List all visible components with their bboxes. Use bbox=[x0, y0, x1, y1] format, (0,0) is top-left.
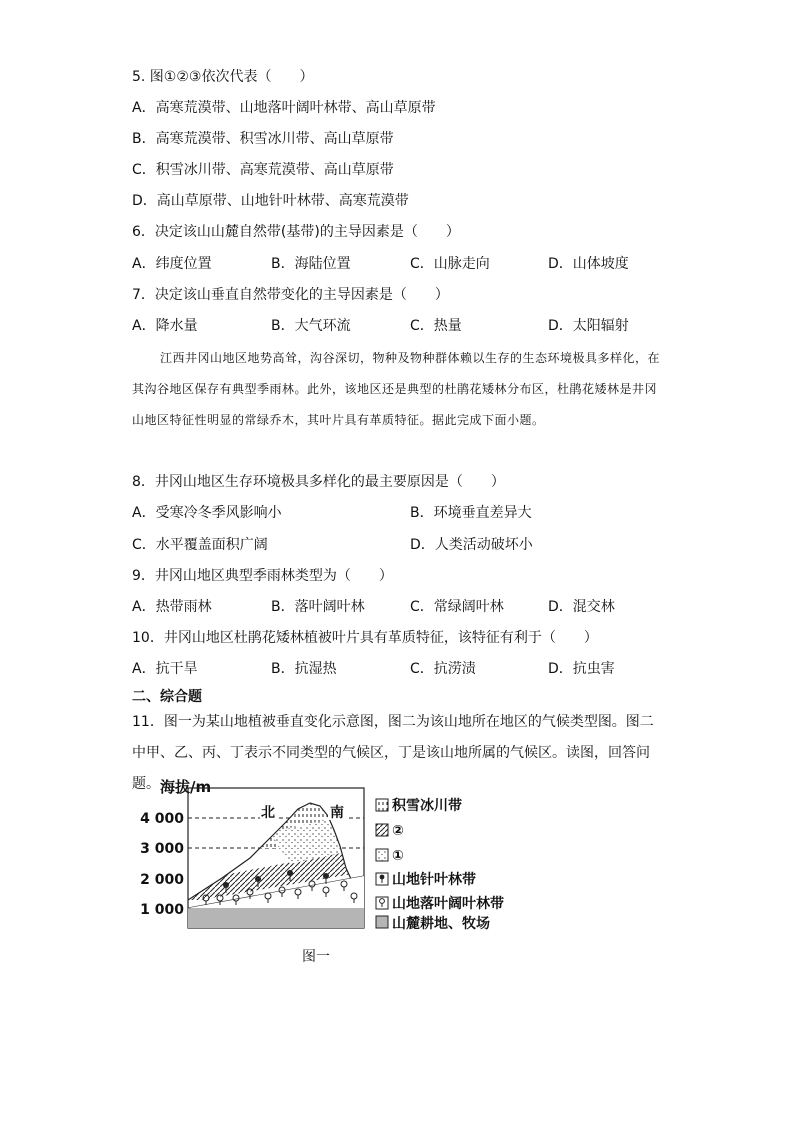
q10-option-b: B．抗湿热 bbox=[271, 661, 337, 677]
tick-label-3000: 3 000 bbox=[140, 841, 184, 857]
tick-label-2000: 2 000 bbox=[140, 872, 184, 888]
q9-option-c: C．常绿阔叶林 bbox=[410, 599, 504, 615]
q8-option-a: A．受寒冷冬季风影响小 bbox=[132, 505, 282, 521]
figure-legend bbox=[376, 797, 504, 932]
q5-stem: 5. 图①②③依次代表（ ） bbox=[132, 69, 314, 85]
figure-caption: 图一 bbox=[302, 949, 330, 965]
q6-option-b: B．海陆位置 bbox=[271, 256, 351, 272]
q9-option-b: B．落叶阔叶林 bbox=[271, 599, 365, 615]
south-label: 南 bbox=[330, 805, 344, 821]
q7-option-a: A．降水量 bbox=[132, 318, 198, 334]
legend-swatch-farmland bbox=[376, 916, 388, 928]
q10-option-c: C．抗涝渍 bbox=[410, 661, 476, 677]
legend-label-farmland: 山麓耕地、牧场 bbox=[392, 916, 490, 932]
q8-stem: 8．井冈山地区生存环境极具多样化的最主要原因是（ ） bbox=[132, 474, 505, 490]
y-axis-label: 海拔/m bbox=[160, 778, 212, 796]
q8-option-c: C．水平覆盖面积广阔 bbox=[132, 537, 268, 553]
tick-label-4000: 4 000 bbox=[140, 811, 184, 827]
q11-stem: 11．图一为某山地植被垂直变化示意图，图二为该山地所在地区的气候类型图。图二中甲、乙、丙、丁表示不同类型的气候区，丁是该山地所属的气候区。读图，回答问题。 bbox=[132, 714, 654, 792]
q5-option-a: A．高寒荒漠带、山地落叶阔叶林带、高山草原带 bbox=[132, 100, 436, 116]
q7-option-d: D．太阳辐射 bbox=[548, 318, 629, 334]
q7-option-b: B．大气环流 bbox=[271, 318, 351, 334]
q7-option-c: C．热量 bbox=[410, 318, 462, 334]
q5-option-d: D．高山草原带、山地针叶林带、高寒荒漠带 bbox=[132, 193, 409, 209]
legend-label-1: ① bbox=[392, 848, 404, 864]
q6-stem: 6．决定该山山麓自然带(基带)的主导因素是（ ） bbox=[132, 224, 460, 240]
legend-label-broadleaf: 山地落叶阔叶林带 bbox=[392, 896, 504, 912]
q8-option-b: B．环境垂直差异大 bbox=[410, 505, 532, 521]
legend-label-glacier: 积雪冰川带 bbox=[392, 798, 462, 814]
q9-option-d: D．混交林 bbox=[548, 599, 615, 615]
q5-option-b: B．高寒荒漠带、积雪冰川带、高山草原带 bbox=[132, 131, 394, 147]
reading-passage: 江西井冈山地区地势高耸，沟谷深切，物种及物种群体赖以生存的生态环境极具多样化，在其沟谷地区保存有典型季雨林。此外，该地区还是典型的杜鹃花矮林分布区，杜鹃花矮林是井冈山地区特征性明显的常绿乔木，其叶片具有革质特征。据此完成下面小题。 bbox=[132, 351, 661, 427]
q9-stem: 9．井冈山地区典型季雨林类型为（ ） bbox=[132, 568, 393, 584]
q6-option-a: A．纬度位置 bbox=[132, 256, 212, 272]
q10-stem: 10．井冈山地区杜鹃花矮林植被叶片具有革质特征，该特征有利于（ ） bbox=[132, 630, 598, 646]
vegetation-zone-figure bbox=[140, 772, 550, 972]
q5-option-c: C．积雪冰川带、高寒荒漠带、高山草原带 bbox=[132, 162, 394, 178]
q10-option-d: D．抗虫害 bbox=[548, 661, 615, 677]
legend-swatch-2 bbox=[376, 824, 388, 836]
legend-label-2: ② bbox=[392, 823, 404, 839]
legend-swatch-1 bbox=[376, 849, 388, 861]
q6-option-d: D．山体坡度 bbox=[548, 256, 629, 272]
legend-swatch-glacier bbox=[376, 799, 388, 811]
q9-option-a: A．热带雨林 bbox=[132, 599, 212, 615]
legend-label-coniferous: 山地针叶林带 bbox=[392, 872, 476, 888]
q6-option-c: C．山脉走向 bbox=[410, 256, 490, 272]
q7-stem: 7．决定该山垂直自然带变化的主导因素是（ ） bbox=[132, 287, 449, 303]
q8-option-d: D．人类活动破坏小 bbox=[410, 537, 533, 553]
foothill-farmland-band bbox=[188, 908, 364, 928]
north-label: 北 bbox=[261, 805, 275, 821]
tick-label-1000: 1 000 bbox=[140, 902, 184, 918]
section-heading: 二、综合题 bbox=[132, 689, 202, 705]
q10-option-a: A．抗干旱 bbox=[132, 661, 198, 677]
